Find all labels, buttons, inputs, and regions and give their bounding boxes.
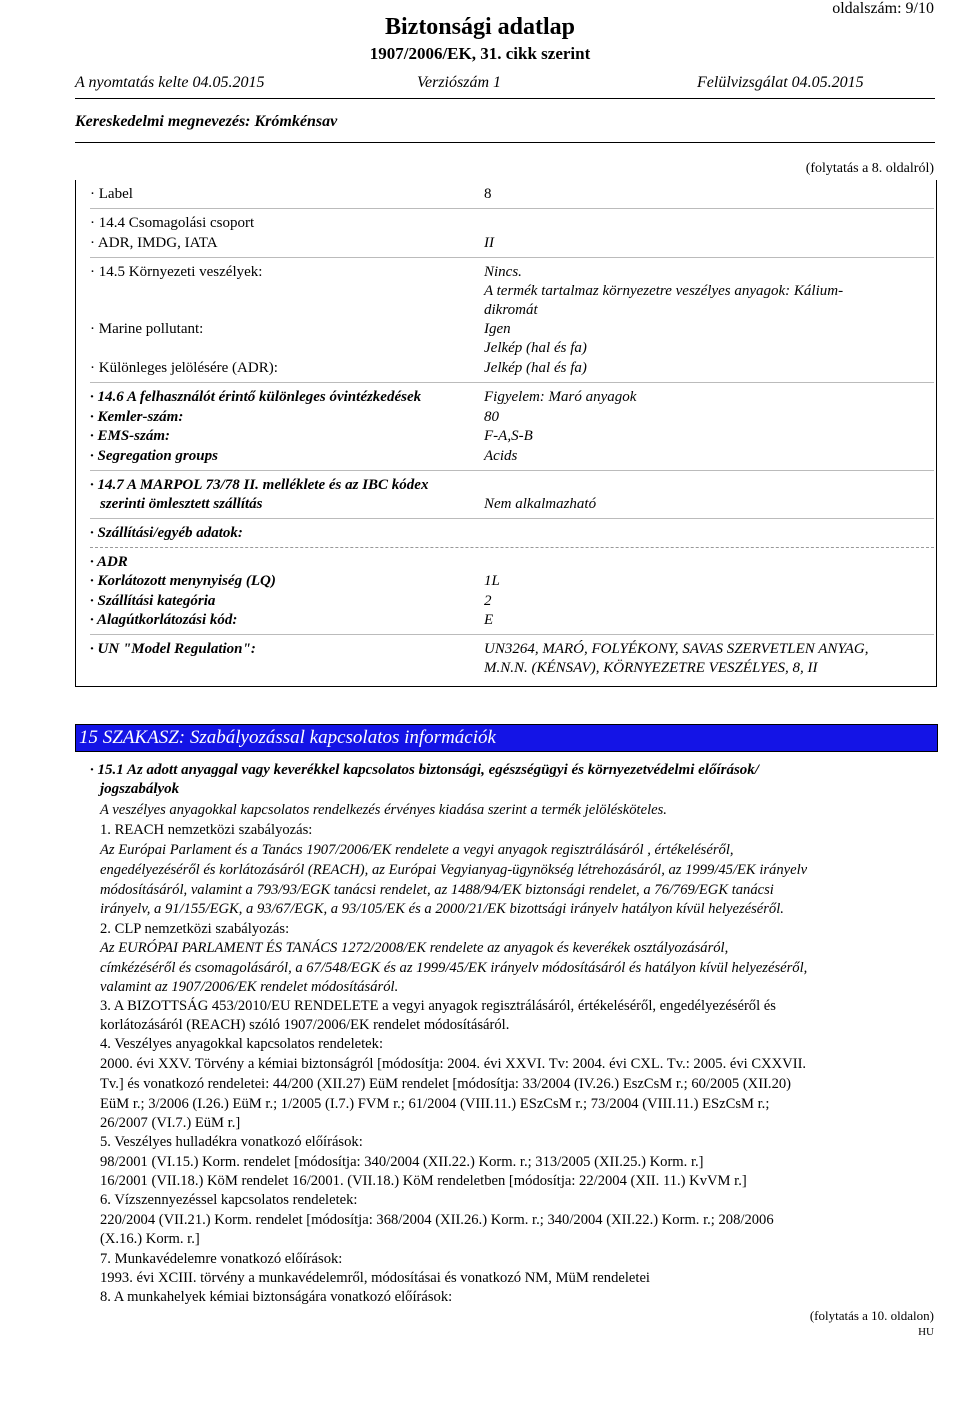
marine-pollutant-symbol: Jelkép (hal és fa) — [484, 340, 587, 356]
special-marking-value: Jelkép (hal és fa) — [484, 360, 587, 376]
print-date: A nyomtatás kelte 04.05.2015 — [75, 74, 265, 91]
row-separator — [90, 470, 934, 471]
dotted-separator — [90, 547, 934, 548]
segregation-value: Acids — [484, 448, 518, 464]
regulation-heading: 5. Veszélyes hulladékra vonatkozó előírások: — [100, 1134, 363, 1150]
regulation-heading: 3. A BIZOTTSÁG 453/2010/EU RENDELETE a vegyi anyagok regisztrálásáról, értékeléséről, engedélyezéséről és — [100, 998, 776, 1014]
regulation-heading: 8. A munkahelyek kémiai biztonságára vonatkozó előírások: — [100, 1289, 453, 1305]
marpol-label: · 14.7 A MARPOL 73/78 II. melléklete és az IBC kódex — [90, 477, 429, 493]
regulation-text: Az Európai Parlament és a Tanács 1907/2006/EK rendelete a vegyi anyagok regisztrálásáról , értékeléséről, — [100, 842, 734, 858]
transport-category-label: · Szállítási kategória — [90, 593, 216, 609]
regulation-text: 2000. évi XXV. Törvény a kémiai biztonságról [módosítja: 2004. évi XXVI. Tv: 2004. évi CXL. Tv.: 2005. évi CXXVII. — [100, 1056, 807, 1072]
un-model-value: UN3264, MARÓ, FOLYÉKONY, SAVAS SZERVETLEN ANYAG, — [484, 641, 869, 657]
packing-group-heading: · 14.4 Csomagolási csoport — [90, 215, 255, 231]
revision-date: Felülvizsgálat 04.05.2015 — [697, 74, 864, 91]
section-15-1-heading-cont: jogszabályok — [100, 781, 180, 797]
regulation-text: (X.16.) Korm. r.] — [100, 1231, 200, 1247]
un-model-value-cont: M.N.N. (KÉNSAV), KÖRNYEZETRE VESZÉLYES, 8, II — [484, 660, 818, 676]
regulation-heading: 7. Munkavédelemre vonatkozó előírások: — [100, 1251, 343, 1267]
kemler-label: · Kemler-szám: — [90, 409, 184, 425]
env-hazards-label: · 14.5 Környezeti veszélyek: — [90, 264, 263, 280]
regulation-heading: 2. CLP nemzetközi szabályozás: — [100, 921, 290, 937]
tunnel-code-value: E — [484, 612, 494, 628]
regulation-heading: 1. REACH nemzetközi szabályozás: — [100, 822, 313, 838]
version-number: Verziószám 1 — [417, 74, 502, 91]
limited-quantity-label: · Korlátozott menynyiség (LQ) — [90, 573, 276, 589]
user-precautions-label: · 14.6 A felhasználót érintő különleges óvintézkedések — [90, 389, 422, 405]
tunnel-code-label: · Alagútkorlátozási kód: — [90, 612, 238, 628]
label-label: · Label — [90, 186, 133, 202]
kemler-value: 80 — [484, 409, 499, 425]
other-transport-info: · Szállítási/egyéb adatok: — [90, 525, 243, 541]
regulation-text: módosításáról, valamint a 793/93/EGK tanácsi rendelet, az 1488/94/EK biztonsági rendelet, a 76/769/EGK tanácsi — [100, 882, 774, 898]
header-divider-bottom — [75, 142, 935, 143]
marine-pollutant-label: · Marine pollutant: — [90, 321, 204, 337]
regulation-text: címkézéséről és csomagolásáról, a 67/548/EGK és az 1999/45/EK irányelv módosításáról és hatályon kívül helyezéséről, — [100, 960, 808, 976]
env-hazards-detail-2: dikromát — [484, 302, 538, 318]
row-separator — [90, 634, 934, 635]
limited-quantity-value: 1L — [484, 573, 500, 589]
document-title: Biztonsági adatlap — [384, 14, 576, 40]
label-value: 8 — [484, 186, 492, 202]
row-separator — [90, 382, 934, 383]
un-model-label: · UN "Model Regulation": — [90, 641, 256, 657]
marpol-value: Nem alkalmazható — [484, 496, 597, 512]
adr-heading: · ADR — [90, 554, 128, 570]
continued-from: (folytatás a 8. oldalról) — [805, 161, 934, 176]
language-code: HU — [918, 1326, 934, 1338]
regulation-text: korlátozásáról (REACH) szóló 1907/2006/EK rendelet módosításáról. — [100, 1017, 510, 1033]
regulation-text: engedélyezéséről és korlátozásáról (REACH), az Európai Vegyianyag-ügynökség létrehozásáról, az 1999/45/EK irányelv — [100, 862, 808, 878]
document-subtitle: 1907/2006/EK, 31. cikk szerint — [369, 44, 591, 63]
regulation-text: 16/2001 (VII.18.) KöM rendelet 16/2001. (VII.18.) KöM rendeletben [módosítja: 22/2004 (XII. 11.) KvVM r.] — [100, 1173, 747, 1189]
user-precautions-value: Figyelem: Maró anyagok — [484, 389, 637, 405]
page-number: oldalszám: 9/10 — [832, 0, 934, 17]
regulation-heading: 6. Vízszennyezéssel kapcsolatos rendeletek: — [100, 1192, 358, 1208]
ems-label: · EMS-szám: — [90, 428, 171, 444]
header-divider — [75, 98, 935, 99]
row-separator — [90, 208, 934, 209]
section-15-title: 15 SZAKASZ: Szabályozással kapcsolatos információk — [75, 724, 938, 752]
segregation-label: · Segregation groups — [90, 448, 218, 464]
section-15-1-heading: · 15.1 Az adott anyaggal vagy keverékkel kapcsolatos biztonsági, egészségügyi és környezetvédelmi előírások/ — [90, 762, 759, 778]
env-hazards-value: Nincs. — [484, 264, 522, 280]
trade-name: Kereskedelmi megnevezés: Krómkénsav — [75, 113, 338, 130]
regulation-text: A veszélyes anyagokkal kapcsolatos rendelkezés érvényes kiadása szerint a termék jelölésköteles. — [100, 802, 667, 818]
packing-group-value: II — [484, 235, 494, 251]
transport-category-value: 2 — [484, 593, 492, 609]
regulation-text: Tv.] és vonatkozó rendeletei: 44/200 (XII.27) EüM rendelet [módosítja: 33/2004 (IV.26.) EszCsM r.; 60/2005 (XII.20) — [100, 1076, 792, 1092]
regulation-heading: 4. Veszélyes anyagokkal kapcsolatos rendeletek: — [100, 1036, 383, 1052]
regulation-text: valamint az 1907/2006/EK rendelet módosításáról. — [100, 979, 399, 995]
row-separator — [90, 518, 934, 519]
regulation-text: 220/2004 (VII.21.) Korm. rendelet [módosítja: 368/2004 (XII.26.) Korm. r.; 340/2004 (XII.22.) Korm. r.; 208/2006 — [100, 1212, 774, 1228]
regulation-text: 26/2007 (VI.7.) EüM r.] — [100, 1115, 241, 1131]
continued-to: (folytatás a 10. oldalon) — [809, 1308, 934, 1323]
env-hazards-detail: A termék tartalmaz környezetre veszélyes anyagok: Kálium- — [484, 283, 844, 299]
regulation-text: Az EURÓPAI PARLAMENT ÉS TANÁCS 1272/2008/EK rendelete az anyagok és keverékek osztályozásáról, — [100, 940, 729, 956]
row-separator — [90, 257, 934, 258]
regulation-text: irányelv, a 91/155/EGK, a 93/67/EGK, a 93/105/EK és a 2000/21/EK bizottsági irányelv hatályon kívül helyezéséről. — [100, 901, 784, 917]
marine-pollutant-value: Igen — [484, 321, 511, 337]
special-marking-label: · Különleges jelölésére (ADR): — [90, 360, 278, 376]
ems-value: F-A,S-B — [484, 428, 533, 444]
regulation-text: 1993. évi XCIII. törvény a munkavédelemről, módosításai és vonatkozó NM, MüM rendeletei — [100, 1270, 650, 1286]
regulation-text: 98/2001 (VI.15.) Korm. rendelet [módosítja: 340/2004 (XII.22.) Korm. r.; 313/2005 (XII.25.) Korm. r.] — [100, 1154, 704, 1170]
packing-group-label: · ADR, IMDG, IATA — [90, 235, 218, 251]
marpol-label-cont: szerinti ömlesztett szállítás — [100, 496, 263, 512]
regulation-text: EüM r.; 3/2006 (I.26.) EüM r.; 1/2005 (I.7.) FVM r.; 61/2004 (VIII.11.) ESzCsM r.; 73/2004 (VIII.11.) ESzCsM r.; — [100, 1096, 770, 1112]
